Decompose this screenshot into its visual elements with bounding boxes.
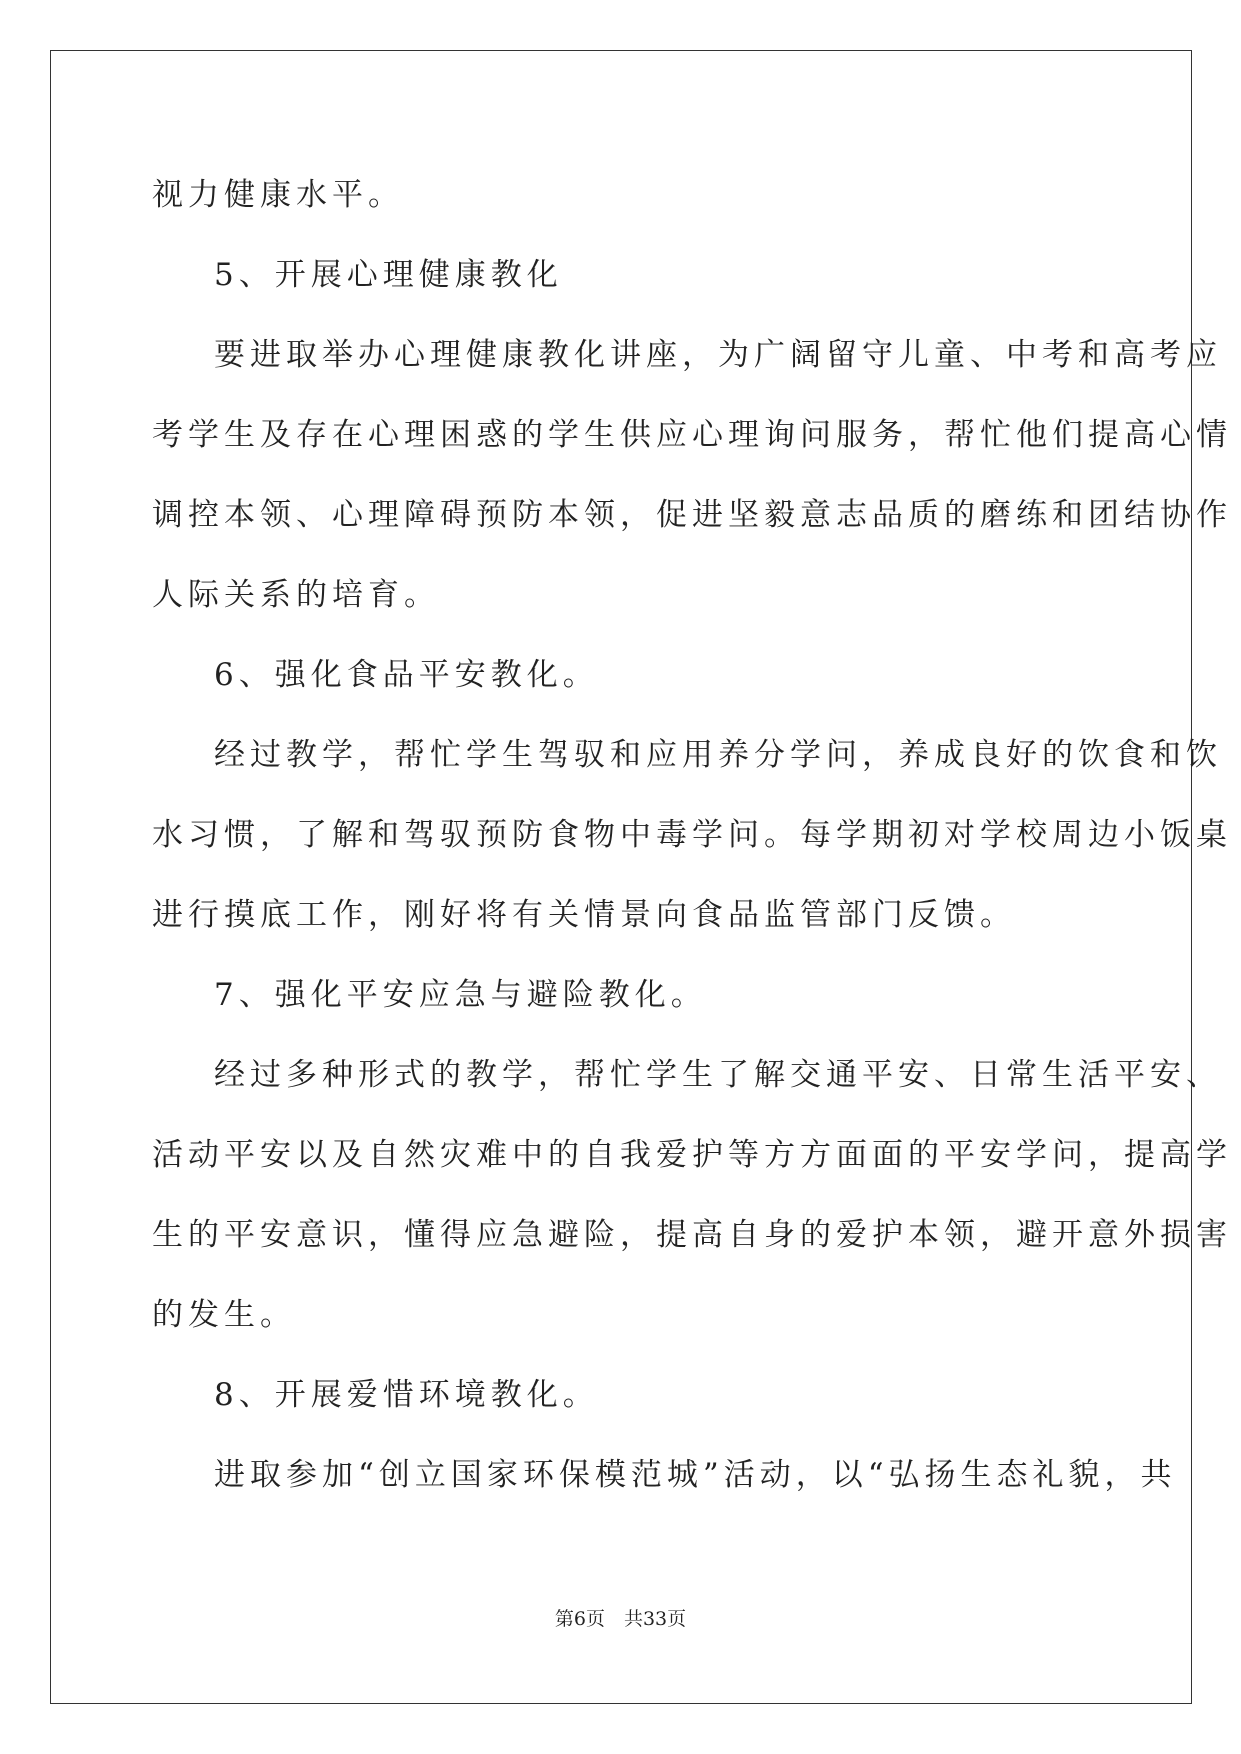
text-line: 人际关系的培育。 <box>152 577 440 613</box>
text-line: 要进取举办心理健康教化讲座，为广阔留守儿童、中考和高考应 <box>214 337 1222 373</box>
text-line: 经过多种形式的教学，帮忙学生了解交通平安、日常生活平安、 <box>214 1057 1222 1093</box>
text-line: 6、强化食品平安教化。 <box>214 657 599 693</box>
text-line: 经过教学，帮忙学生驾驭和应用养分学问，养成良好的饮食和饮 <box>214 737 1222 773</box>
text-line: 视力健康水平。 <box>152 177 404 213</box>
text-line: 考学生及存在心理困惑的学生供应心理询问服务，帮忙他们提高心情 <box>152 417 1232 453</box>
text-line: 5、开展心理健康教化 <box>214 257 563 293</box>
text-line: 的发生。 <box>152 1297 296 1333</box>
text-line: 8、开展爱惜环境教化。 <box>214 1377 599 1413</box>
text-line: 7、强化平安应急与避险教化。 <box>214 977 707 1013</box>
text-line: 调控本领、心理障碍预防本领，促进坚毅意志品质的磨练和团结协作 <box>152 497 1232 533</box>
document-body <box>152 155 1232 1515</box>
text-line: 生的平安意识，懂得应急避险，提高自身的爱护本领，避开意外损害 <box>152 1217 1232 1253</box>
text-line: 进取参加“创立国家环保模范城”活动，以“弘扬生态礼貌，共 <box>214 1457 1177 1493</box>
text-line: 水习惯，了解和驾驭预防食物中毒学问。每学期初对学校周边小饭桌 <box>152 817 1232 853</box>
text-line: 活动平安以及自然灾难中的自我爱护等方方面面的平安学问，提高学 <box>152 1137 1232 1173</box>
text-line: 进行摸底工作，刚好将有关情景向食品监管部门反馈。 <box>152 897 1016 933</box>
page-footer: 第6页 共33页 <box>554 1608 687 1630</box>
